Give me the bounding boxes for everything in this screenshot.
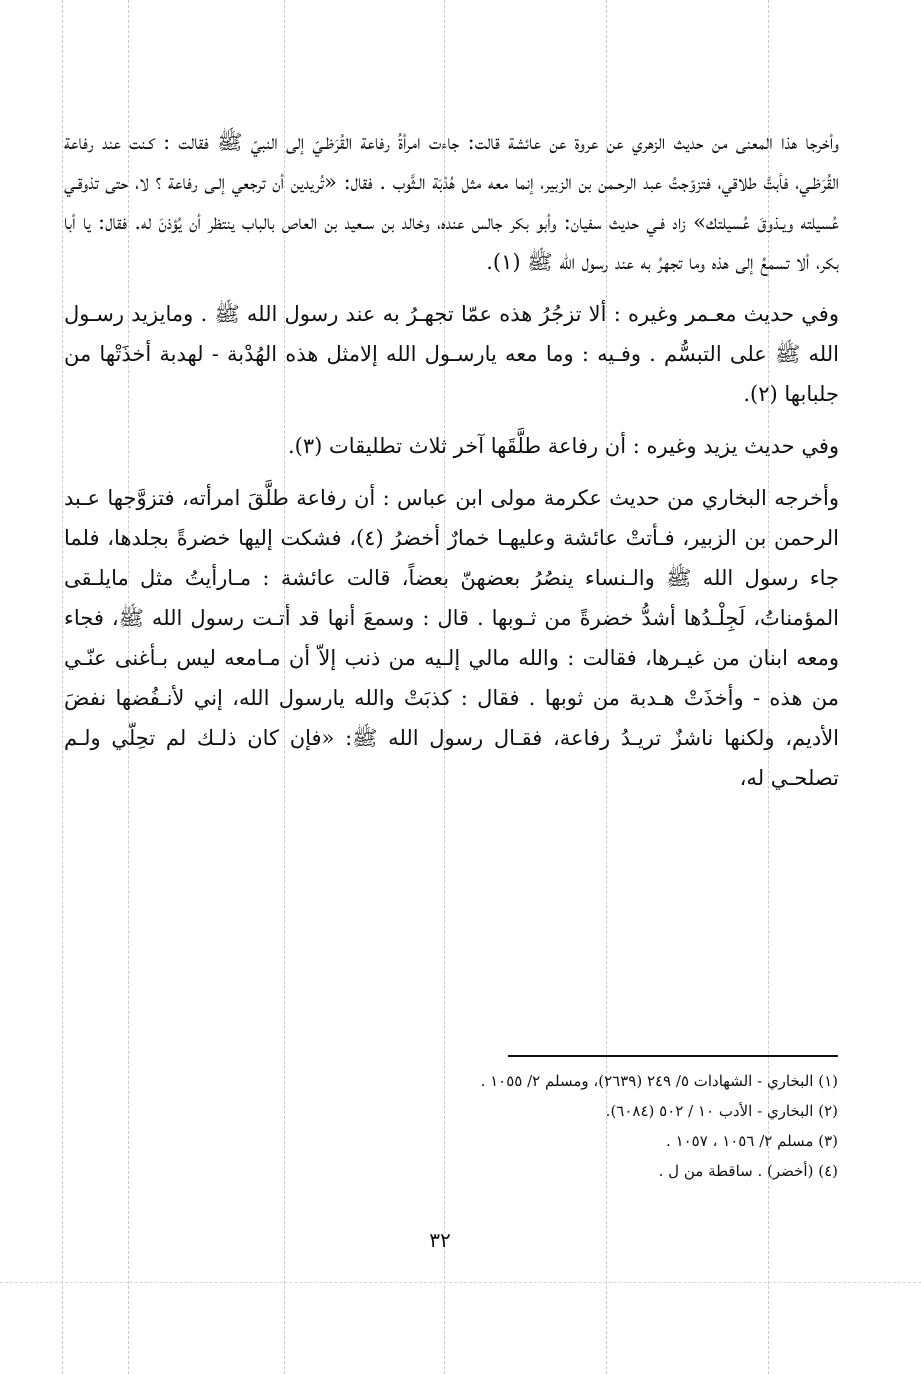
main-text	[64, 122, 839, 798]
footnote-divider	[508, 1055, 838, 1057]
scan-ruling-line	[62, 0, 63, 1374]
paragraph: وأخرجه البخاري من حديث عكرمة مولى ابن عباس : أن رفاعة طلَّقَ امرأته، فتزوَّجها عـبد الرحمن بن الزبير، فـأتتْ عائشة وعليهـا خمارٌ أخضرُ (٤)، فشكت إليها خضرةً بجلدها، فلما جاء رسول الله ﷺ والـنساء ينصُرُ بعضهنّ بعضاً، قالت عائشة : مـارأيتُ مثل مايلـقى المؤمناتُ، لَجِلْـدُها أشدُّ خضرةً من ثـوبها . قال : وسمعَ أنها قد أتـت رسول الله ﷺ، فجاء ومعه ابنان من غيـرها، فقالت : والله مالي إلـيه من ذنب إلاّ أن مـامعه ليس بـأغنى عنّـي من هذه - وأخذَتْ هـدبة من ثوبها . فقال : كذبَتْ والله يارسول الله، إني لأنـفُضها نفضَ الأديم، ولكنها ناشزٌ تريـدُ رفاعة، فقـال رسول الله ﷺ: «فإن كان ذلـك لم تحِلّي ولـم تصلحـي له،	[64, 486, 839, 790]
footnote: (٣) مسلم ٢/ ١٠٥٦ ، ١٠٥٧ .	[666, 1132, 838, 1150]
footnote: (٤) (أخضر) . ساقطة من ل .	[658, 1162, 838, 1180]
paragraph: وفي حديث معـمر وغيره : ألا تزجُرُ هذه عمّا تجهـرُ به عند رسول الله ﷺ . ومايزيد رسـول الله ﷺ على التبسُّم . وفـيه : وما معه يارسـول الله إلامثل هذه الهُدْبة - لهدبة أخذَتْها من جلبابها (٢).	[64, 302, 839, 406]
paragraph: وأخرجا هذا المعنى من حديث الزهري عن عروة عن عائشة قالت: جاءت امرأةُ رفاعة القُرَظـيّ إلى النبيّ ﷺ فقالت : كـنت عند رفاعة القُرَظـي، فأبتَّ طلاقي، فتزوّجتُ عبد الرحـمن بن الزبير، إنما معه مثل هُدْبَة الـثَّوب . فقال: «تُريدين أن ترجعي إلـى رفاعة ؟ لا، حتى تذوقـي عُسيلته ويـذوقَ عُسيلتك» زاد فـي حديث سفيان: وأبو بكر جالس عنده، وخالد بن سـعيد بن العاص بالباب ينتظر أن يُؤذنَ له. فقال: يا أبا بكر، ألا تسمعُ إلى هذه وما تجهرُ به عند رسول الله ﷺ (١).	[64, 130, 839, 274]
page-number: ٣٢	[429, 1228, 451, 1252]
footnote: (٢) البخاري - الأدب ١٠ / ٥٠٢ (٦٠٨٤).	[605, 1102, 838, 1120]
paragraph: وفي حديث يزيد وغيره : أن رفاعة طلَّقَها آخر ثلاث تطليقات (٣).	[287, 434, 839, 458]
footnotes	[340, 1066, 838, 1186]
scan-ruling-line	[0, 1282, 921, 1283]
footnote: (١) البخاري - الشهادات ٥/ ٢٤٩ (٢٦٣٩)، ومسلم ٢/ ١٠٥٥ .	[480, 1072, 838, 1090]
